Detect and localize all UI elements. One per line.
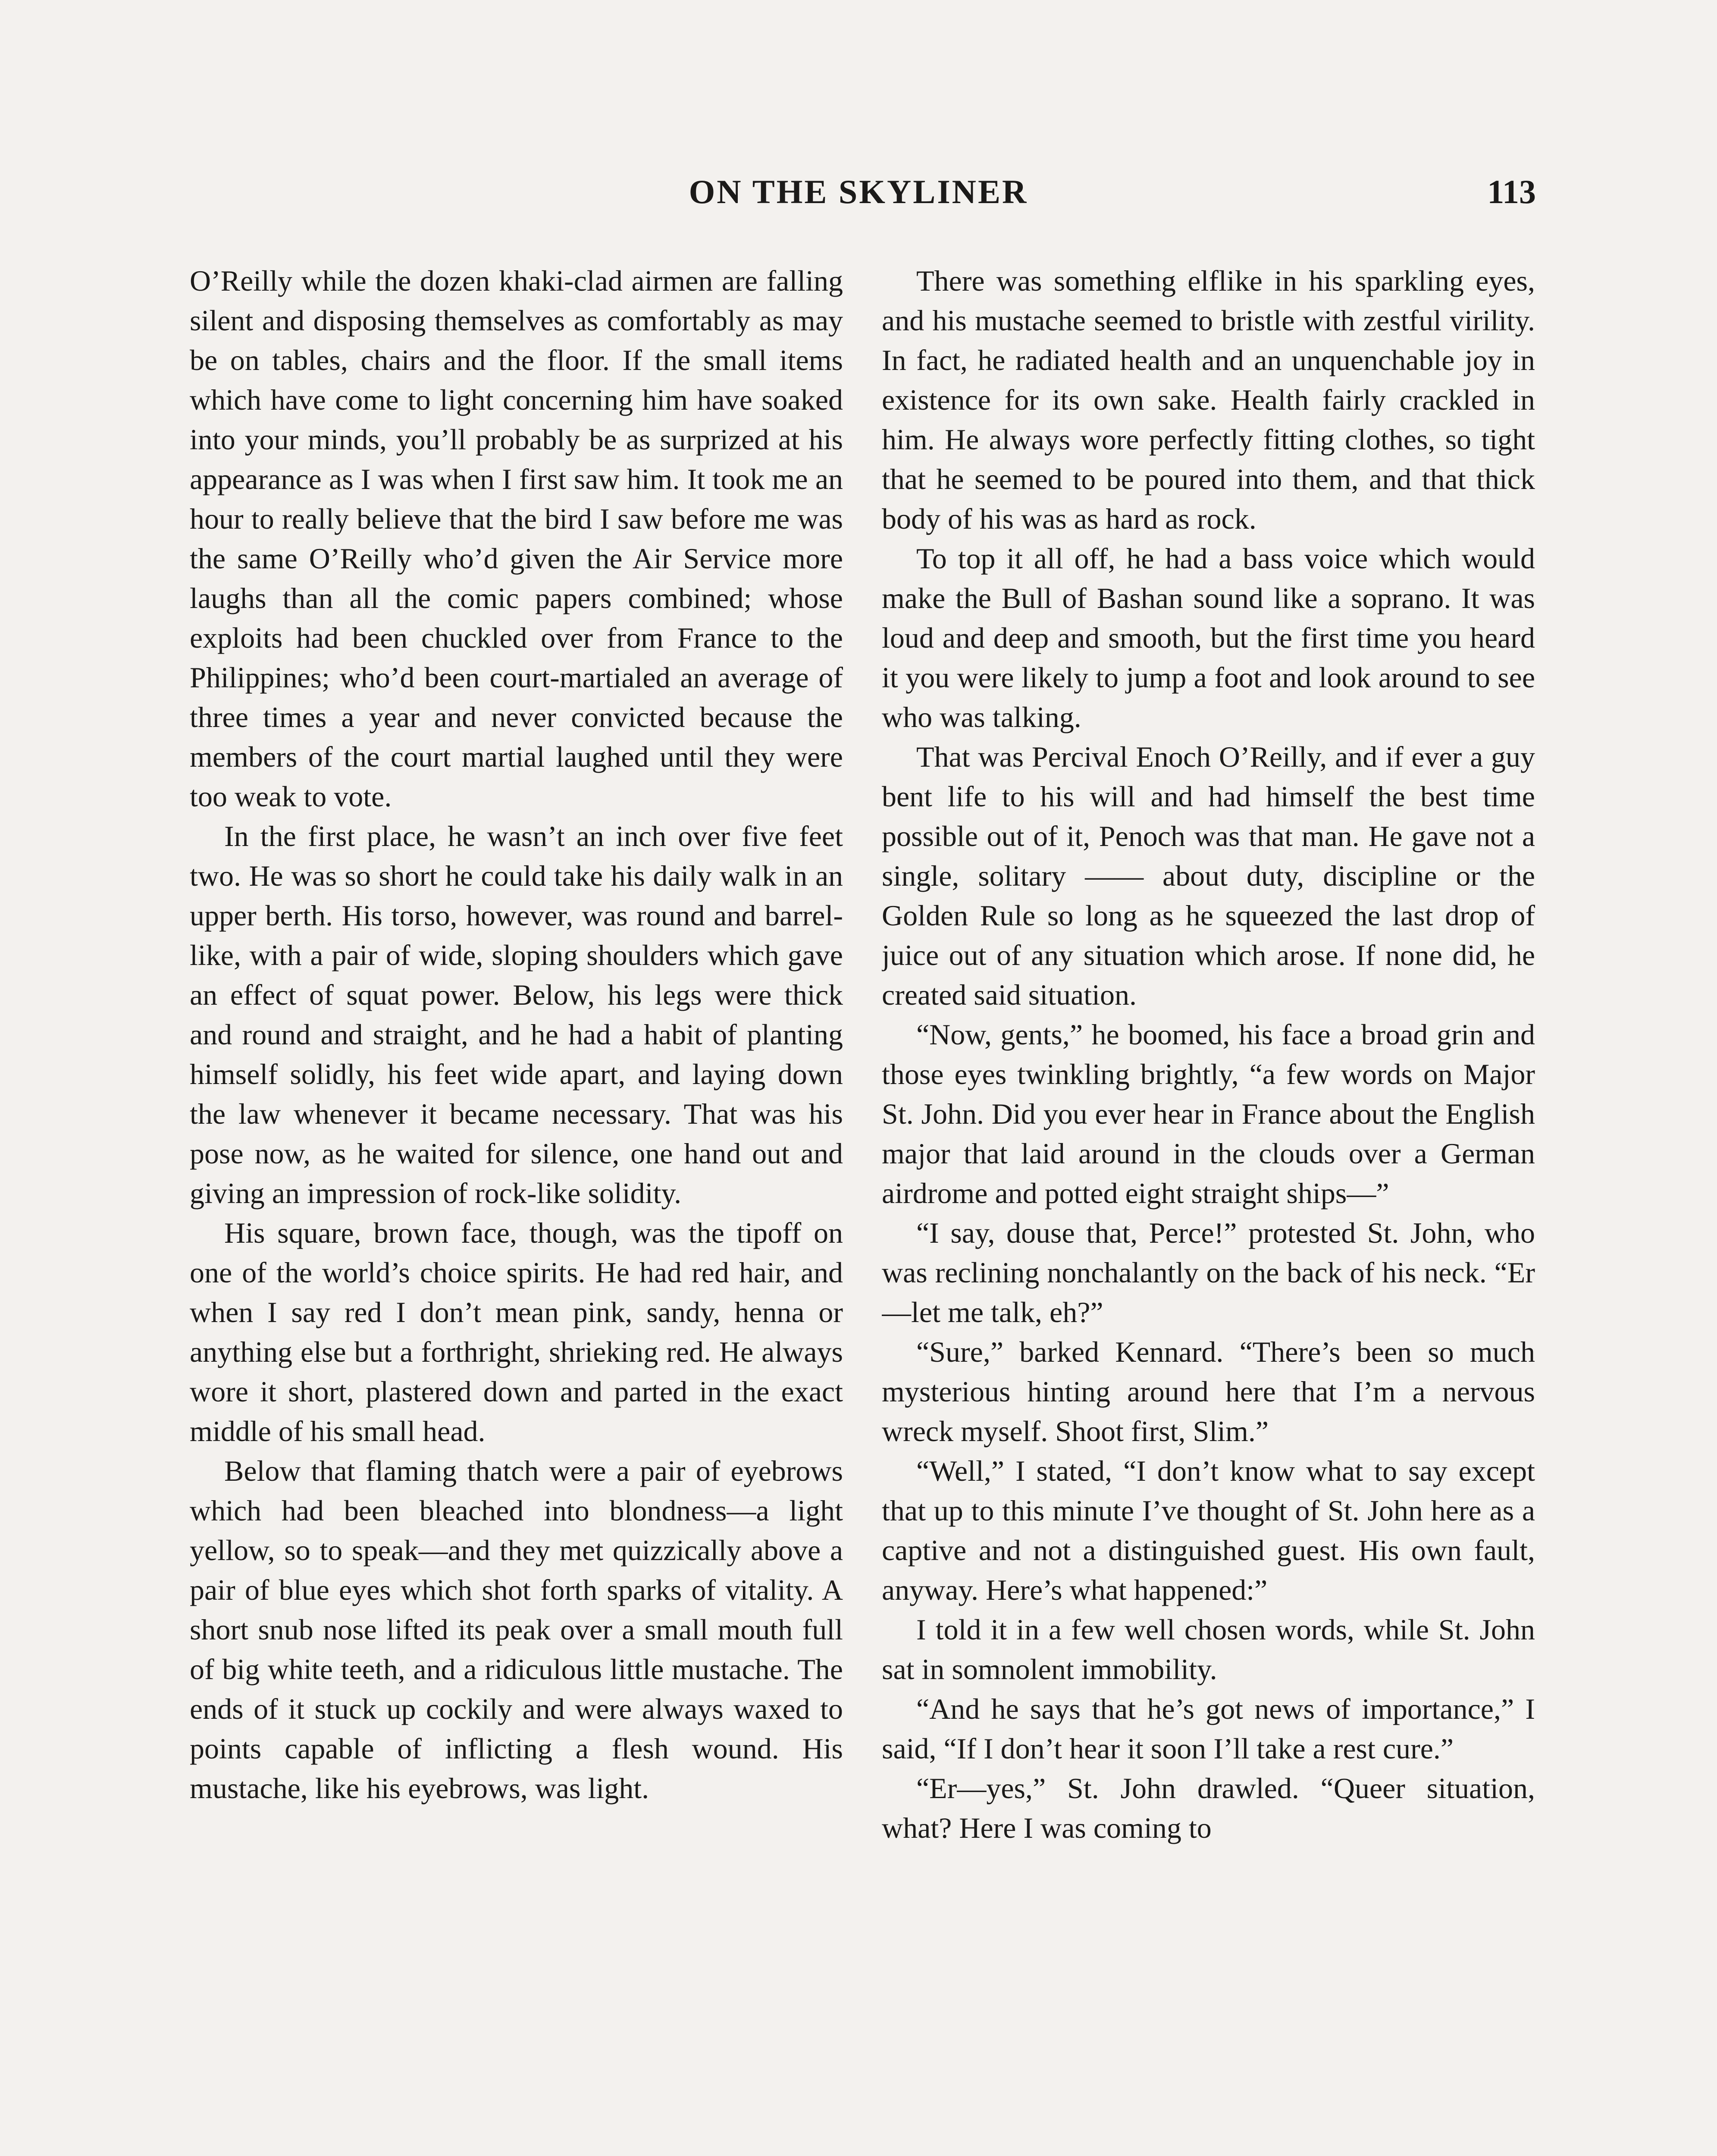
text-column-right	[882, 261, 1535, 2156]
running-head: ON THE SKYLINER	[689, 173, 1028, 210]
text-column-left	[190, 261, 843, 2156]
page-header	[0, 172, 1717, 224]
paragraph: To top it all off, he had a bass voice which would make the Bull of Bashan sound like a soprano. It was loud and deep and smooth, but the first time you heard it you were likely to jump a foot and look around to see who was talking.	[882, 542, 1535, 733]
paragraph: There was something elflike in his sparkling eyes, and his mustache seemed to bristle with zestful virility. In fact, he radiated health and an unquenchable joy in existence for its own sake. Health fairly crackled in him. He always wore perfectly fitting clothes, so tight that he seemed to be poured into them, and that thick body of his was as hard as rock.	[882, 264, 1535, 535]
paragraph: “I say, douse that, Perce!” protested St. John, who was reclining nonchalantly on the back of his neck. “Er—let me talk, eh?”	[882, 1216, 1535, 1329]
paragraph: That was Percival Enoch O’Reilly, and if ever a guy bent life to his will and had himself the best time possible out of it, Penoch was that man. He gave not a single, solitary —— about duty, discipline or the Golden Rule so long as he squeezed the last drop of juice out of any situation which arose. If none did, he created said situation.	[882, 740, 1535, 1011]
paragraph: “Er—yes,” St. John drawled. “Queer situation, what? Here I was coming to	[882, 1772, 1535, 1844]
paragraph: “And he says that he’s got news of importance,” I said, “If I don’t hear it soon I’ll take a rest cure.”	[882, 1692, 1535, 1765]
paragraph: In the first place, he wasn’t an inch over five feet two. He was so short he could take his daily walk in an upper berth. His torso, however, was round and barrel-like, with a pair of wide, sloping shoulders which gave an effect of squat power. Below, his legs were thick and round and straight, and he had a habit of planting himself solidly, his feet wide apart, and laying down the law whenever it became necessary. That was his pose now, as he waited for silence, one hand out and giving an impression of rock-like solidity.	[190, 820, 843, 1210]
paragraph: “Now, gents,” he boomed, his face a broad grin and those eyes twinkling brightly, “a few words on Major St. John. Did you ever hear in France about the English major that laid around in the clouds over a German airdrome and potted eight straight ships—”	[882, 1018, 1535, 1210]
paragraph: “Well,” I stated, “I don’t know what to say except that up to this minute I’ve thought of St. John here as a captive and not a distinguished guest. His own fault, anyway. Here’s what happened:”	[882, 1454, 1535, 1606]
paragraph: “Sure,” barked Kennard. “There’s been so much mysterious hinting around here that I’m a nervous wreck myself. Shoot first, Slim.”	[882, 1335, 1535, 1448]
page-number: 113	[1487, 173, 1536, 210]
paragraph: His square, brown face, though, was the tipoff on one of the world’s choice spirits. He had red hair, and when I say red I don’t mean pink, sandy, henna or anything else but a forthright, shrieking red. He always wore it short, plastered down and parted in the exact middle of his small head.	[190, 1216, 843, 1448]
paragraph: Below that flaming thatch were a pair of eyebrows which had been bleached into blondness—a light yellow, so to speak—and they met quizzically above a pair of blue eyes which shot forth sparks of vitality. A short snub nose lifted its peak over a small mouth full of big white teeth, and a ridiculous little mustache. The ends of it stuck up cockily and were always waxed to points capable of inflicting a flesh wound. His mustache, like his eyebrows, was light.	[190, 1454, 843, 1805]
paragraph: O’Reilly while the dozen khaki-clad airmen are falling silent and disposing themselves as comfortably as may be on tables, chairs and the floor. If the small items which have come to light concerning him have soaked into your minds, you’ll probably be as surprized at his appearance as I was when I first saw him. It took me an hour to really believe that the bird I saw before me was the same O’Reilly who’d given the Air Service more laughs than all the comic papers combined; whose exploits had been chuckled over from France to the Philippines; who’d been court-martialed an average of three times a year and never convicted because the members of the court martial laughed until they were too weak to vote.	[190, 264, 843, 813]
paragraph: I told it in a few well chosen words, while St. John sat in somnolent immobility.	[882, 1613, 1535, 1686]
